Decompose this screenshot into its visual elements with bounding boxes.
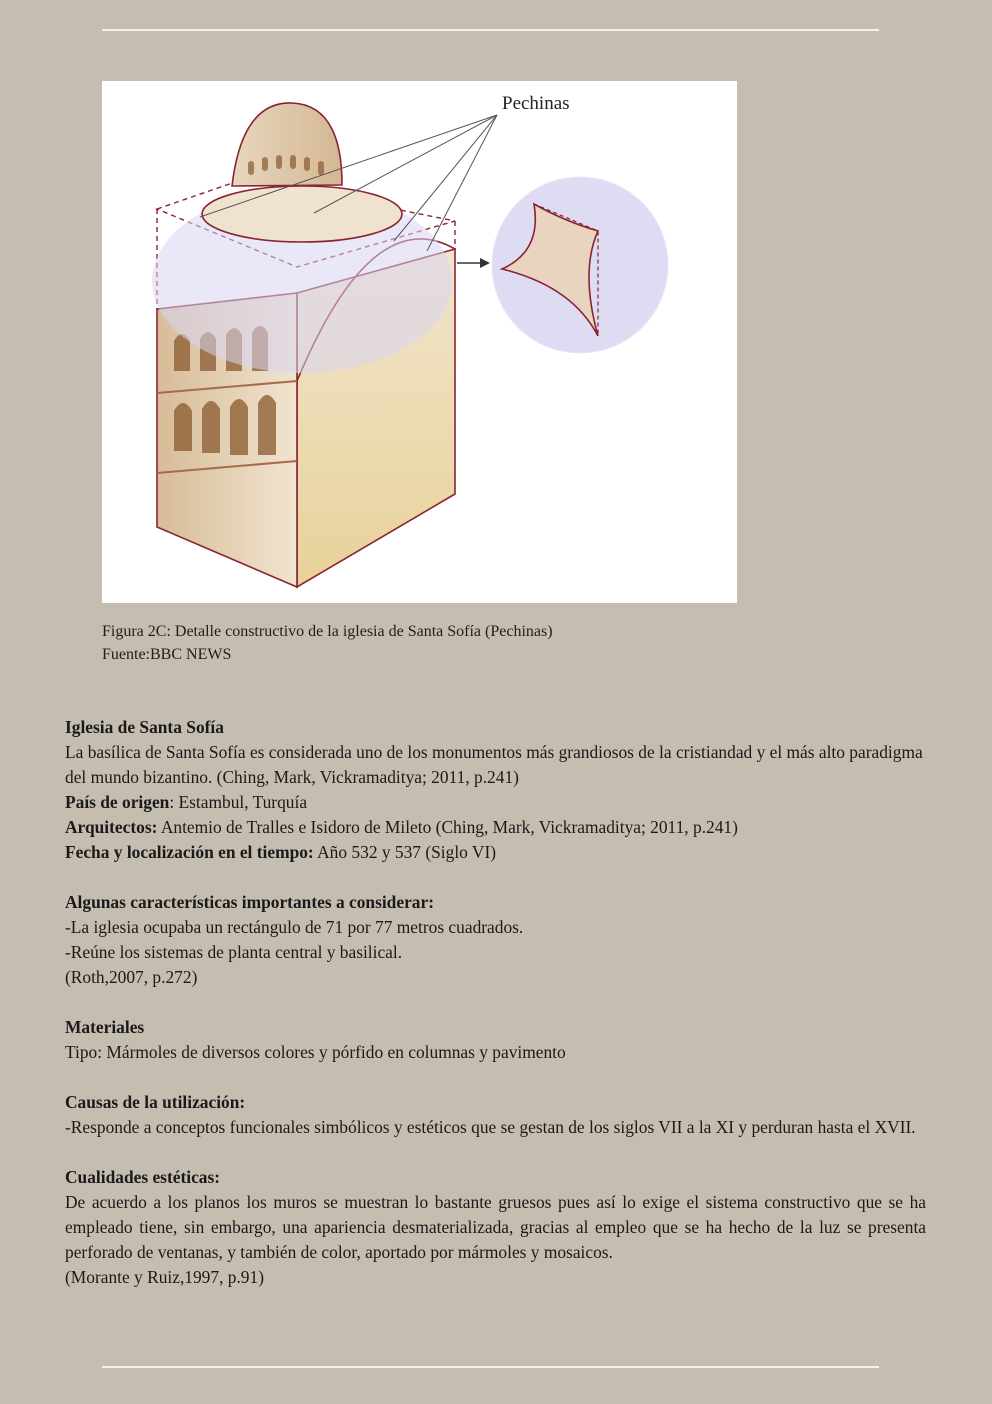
heading-aesthetics: Cualidades estéticas: xyxy=(65,1167,221,1187)
heading-materials: Materiales xyxy=(65,1017,145,1037)
aesthetics-citation: (Morante y Ruiz,1997, p.91) xyxy=(65,1267,264,1287)
fact-architects-value: Antemio de Tralles e Isidoro de Mileto (Ching, Mark, Vickramaditya; 2011, p.241) xyxy=(160,817,738,837)
pendentive-figure xyxy=(102,81,737,603)
fact-date-label: Fecha y localización en el tiempo: xyxy=(65,842,314,862)
heading-features: Algunas características importantes a considerar: xyxy=(65,892,434,912)
aesthetics-text: De acuerdo a los planos los muros se muestran lo bastante gruesos pues así lo exige el sistema constructivo que se ha empleado tiene, sin embargo, una apariencia desmaterializada, gracias al empleo que se ha hecho de la luz se presenta perforado de ventanas, y también de color, aportado por mármoles y mosaicos. xyxy=(65,1192,926,1262)
main-content xyxy=(65,715,926,1290)
feature-item: -Reúne los sistemas de planta central y basilical. xyxy=(65,942,403,962)
fact-origin-value: Estambul, Turquía xyxy=(178,792,308,812)
fact-date xyxy=(65,840,926,865)
heading-santa-sofia: Iglesia de Santa Sofía xyxy=(65,717,224,737)
pendentive-diagram xyxy=(102,81,737,603)
feature-citation: (Roth,2007, p.272) xyxy=(65,967,198,987)
figure-caption xyxy=(102,620,802,666)
pendentive-label: Pechinas xyxy=(502,93,570,114)
causes-text: -Responde a conceptos funcionales simbólicos y estéticos que se gestan de los siglos VII a la XI y perduran hasta el XVII. xyxy=(65,1117,916,1137)
fact-origin-label: País de origen xyxy=(65,792,170,812)
heading-causes: Causas de la utilización: xyxy=(65,1092,246,1112)
intro-paragraph: La basílica de Santa Sofía es considerada uno de los monumentos más grandiosos de la cristiandad y el más alto paradigma del mundo bizantino. (Ching, Mark, Vickramaditya; 2011, p.241) xyxy=(65,742,923,787)
fact-architects xyxy=(65,815,926,840)
figure-caption-title: Figura 2C: Detalle constructivo de la iglesia de Santa Sofía (Pechinas) xyxy=(102,623,553,640)
feature-item: -La iglesia ocupaba un rectángulo de 71 por 77 metros cuadrados. xyxy=(65,917,524,937)
fact-origin: País de origen: Estambul, Turquía xyxy=(65,792,308,812)
top-rule xyxy=(102,29,879,31)
figure-caption-source: Fuente:BBC NEWS xyxy=(102,646,232,663)
bottom-rule xyxy=(102,1366,879,1368)
materials-text: Tipo: Mármoles de diversos colores y pórfido en columnas y pavimento xyxy=(65,1042,566,1062)
fact-date-value: Año 532 y 537 (Siglo VI) xyxy=(317,842,497,862)
fact-architects-label: Arquitectos: xyxy=(65,817,158,837)
